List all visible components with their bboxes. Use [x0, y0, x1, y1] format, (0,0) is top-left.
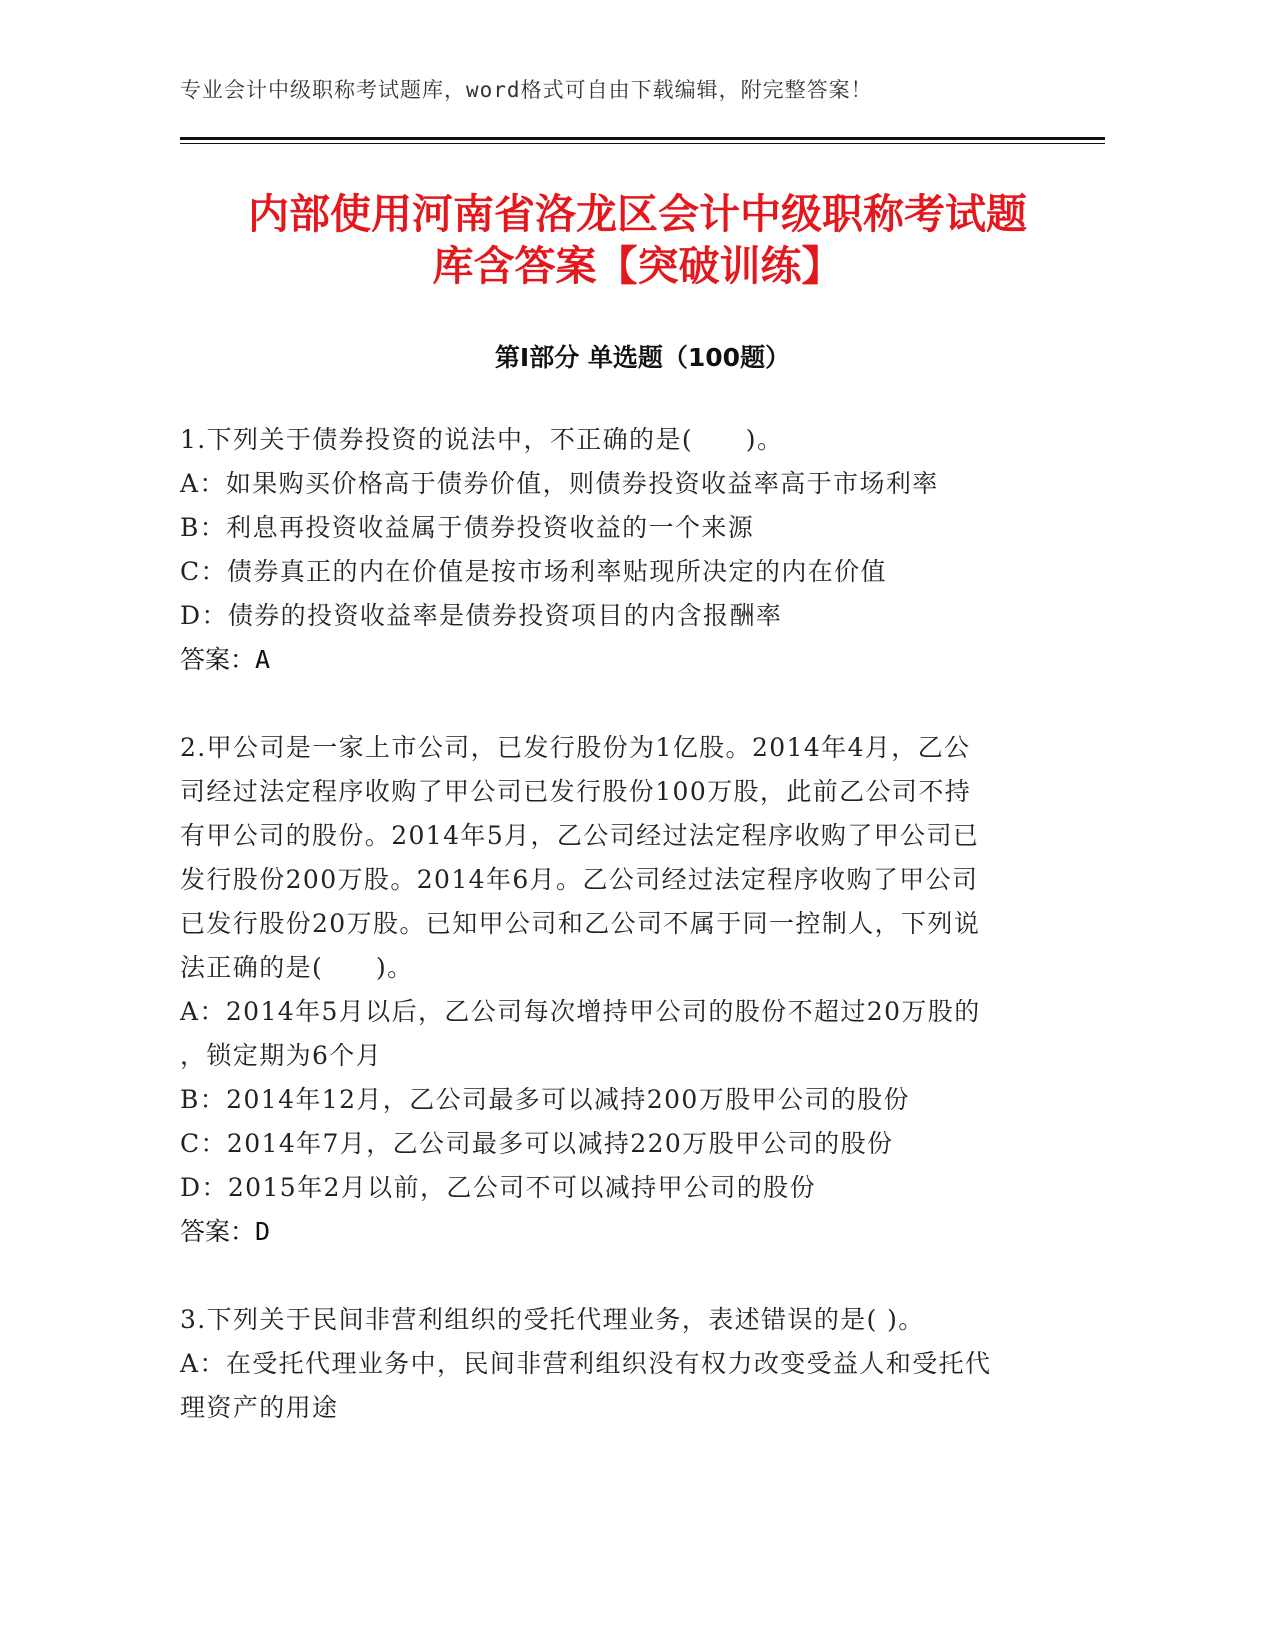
option-line: A：在受托代理业务中，民间非营利组织没有权力改变受益人和受托代	[180, 1349, 992, 1378]
option-line: C：债券真正的内在价值是按市场利率贴现所决定的内在价值	[180, 557, 887, 586]
answer-label: 答案：	[180, 1217, 256, 1246]
section-title: 第Ⅰ部分 单选题（100题）	[494, 343, 791, 372]
title-line-1: 内部使用河南省洛龙区会计中级职称考试题	[248, 190, 1027, 238]
option-line: A：如果购买价格高于债券价值，则债券投资收益率高于市场利率	[180, 469, 939, 498]
question-stem-line: 法正确的是( )。	[180, 953, 414, 982]
question-stem-line: 司经过法定程序收购了甲公司已发行股份100万股，此前乙公司不持	[180, 777, 972, 806]
title-line-2: 库含答案【突破训练】	[432, 242, 843, 290]
answer-line	[180, 1210, 1060, 1254]
answer-value: D	[255, 1217, 271, 1246]
question-stem-line: 1.下列关于债券投资的说法中，不正确的是( )。	[180, 425, 784, 454]
answer-label: 答案：	[180, 645, 256, 674]
answer-line	[180, 638, 1060, 682]
header-rule-thin	[180, 143, 1105, 144]
question-list	[180, 418, 1060, 1474]
header-rule-thick	[180, 137, 1105, 140]
question-1	[180, 418, 1060, 682]
option-line: C：2014年7月，乙公司最多可以减持220万股甲公司的股份	[180, 1129, 894, 1158]
question-2	[180, 726, 1060, 1254]
answer-value: A	[255, 645, 271, 674]
question-stem-line: 2.甲公司是一家上市公司，已发行股份为1亿股。2014年4月，乙公	[180, 733, 971, 762]
option-line: 理资产的用途	[180, 1393, 339, 1422]
option-line: A：2014年5月以后，乙公司每次增持甲公司的股份不超过20万股的	[180, 997, 981, 1026]
option-line: D：债券的投资收益率是债券投资项目的内含报酬率	[180, 601, 783, 630]
question-stem-line: 3.下列关于民间非营利组织的受托代理业务，表述错误的是( )。	[180, 1305, 925, 1334]
question-stem-line: 发行股份200万股。2014年6月。乙公司经过法定程序收购了甲公司	[180, 865, 979, 894]
option-line: D：2015年2月以前，乙公司不可以减持甲公司的股份	[180, 1173, 816, 1202]
header-note: 专业会计中级职称考试题库，word格式可自由下载编辑，附完整答案！	[180, 78, 873, 102]
option-line: ，锁定期为6个月	[180, 1041, 383, 1070]
option-line: B：2014年12月，乙公司最多可以减持200万股甲公司的股份	[180, 1085, 910, 1114]
question-stem-line: 已发行股份20万股。已知甲公司和乙公司不属于同一控制人，下列说	[180, 909, 981, 938]
question-stem-line: 有甲公司的股份。2014年5月，乙公司经过法定程序收购了甲公司已	[180, 821, 980, 850]
document-title	[160, 188, 1115, 292]
question-3	[180, 1298, 1060, 1430]
option-line: B：利息再投资收益属于债券投资收益的一个来源	[180, 513, 755, 542]
